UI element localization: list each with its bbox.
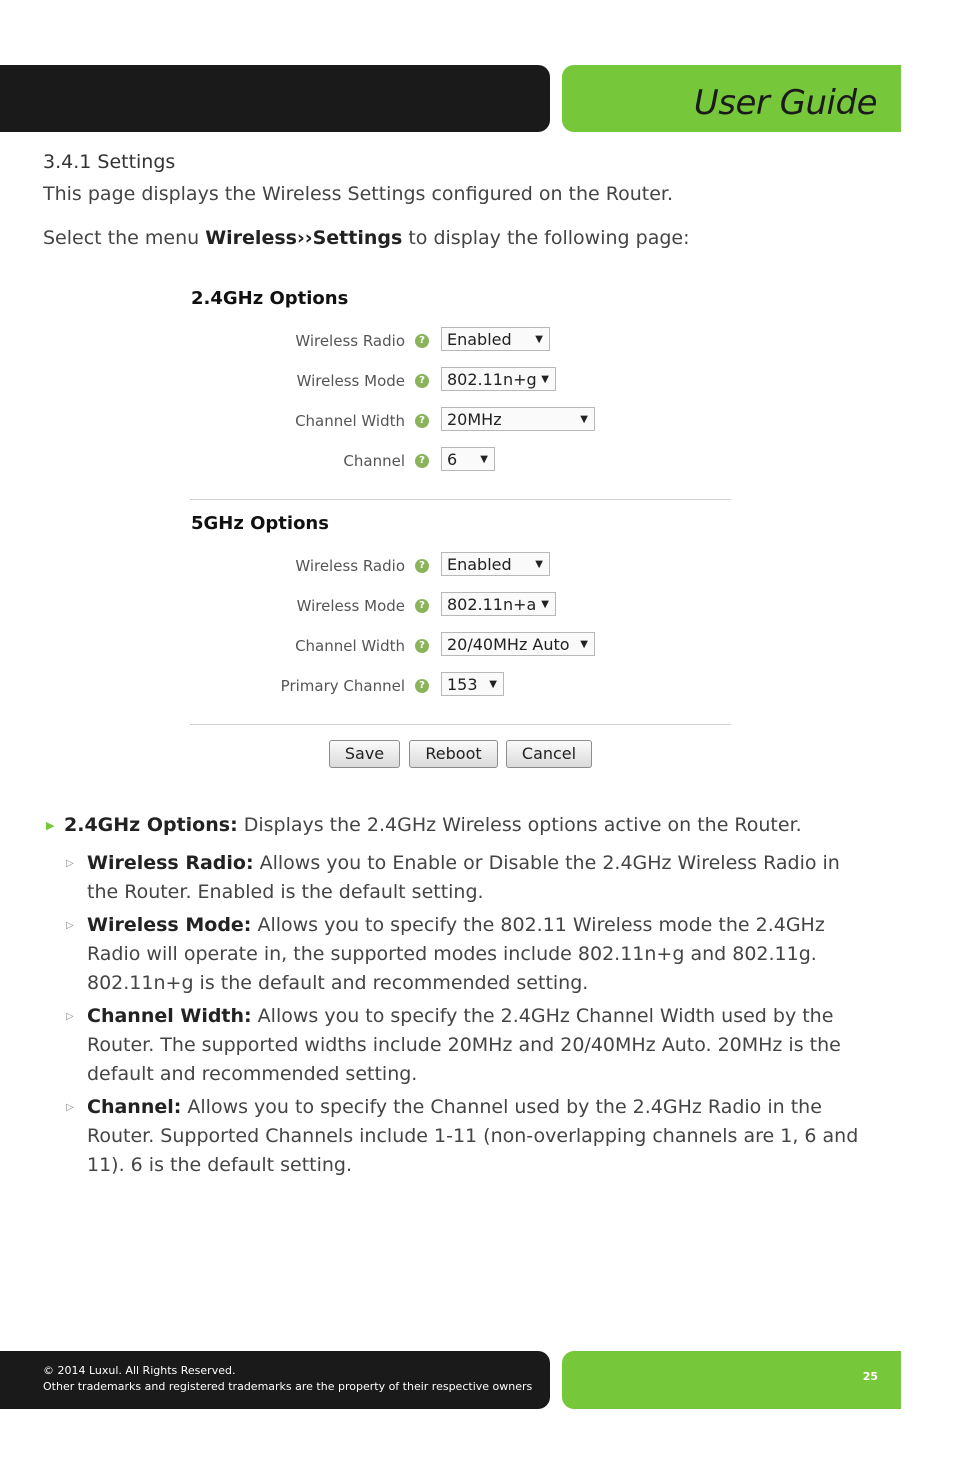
option-term: Channel Width: bbox=[87, 1005, 252, 1027]
option-item bbox=[87, 849, 877, 907]
help-icon[interactable]: ? bbox=[415, 679, 429, 693]
select-value: Enabled bbox=[447, 555, 512, 574]
option-term: Wireless Mode: bbox=[87, 914, 252, 936]
field-label: Channel bbox=[343, 452, 405, 470]
option-text: Allows you to Enable or Disable the 2.4GHz Wireless Radio in the Router. Enabled is the default setting. bbox=[87, 852, 840, 903]
option-text: Allows you to specify the 802.11 Wireless mode the 2.4GHz Radio will operate in, the supported modes include 802.11n+g and 802.11g. 802.11n+g is the default and recommended setting. bbox=[87, 914, 825, 994]
option-item bbox=[87, 1093, 877, 1180]
help-icon[interactable]: ? bbox=[415, 454, 429, 468]
option-term: 2.4GHz Options: bbox=[64, 814, 238, 836]
help-icon[interactable]: ? bbox=[415, 414, 429, 428]
group-title-5ghz: 5GHz Options bbox=[191, 513, 329, 534]
row-5-channel-width bbox=[190, 632, 731, 660]
field-label: Primary Channel bbox=[280, 677, 405, 695]
menu-suffix: to display the following page: bbox=[402, 227, 690, 249]
section-heading: 3.4.1 Settings bbox=[43, 151, 176, 173]
select-value: 20/40MHz Auto bbox=[447, 635, 570, 654]
cancel-button[interactable]: Cancel bbox=[506, 740, 592, 768]
help-icon[interactable]: ? bbox=[415, 334, 429, 348]
help-icon[interactable]: ? bbox=[415, 599, 429, 613]
sub-bullet-icon: ▷ bbox=[66, 858, 74, 869]
bullet-triangle-icon: ▶ bbox=[46, 819, 55, 832]
select-value: 6 bbox=[447, 450, 458, 469]
section-intro: This page displays the Wireless Settings configured on the Router. bbox=[43, 183, 674, 205]
settings-panel bbox=[190, 285, 731, 785]
select-24-wireless-radio[interactable] bbox=[441, 327, 550, 351]
divider bbox=[190, 724, 731, 725]
sub-bullet-icon: ▷ bbox=[66, 920, 74, 931]
divider bbox=[190, 499, 731, 500]
help-icon[interactable]: ? bbox=[415, 374, 429, 388]
menu-instruction bbox=[43, 227, 690, 249]
chevron-down-icon: ▼ bbox=[580, 414, 588, 425]
help-icon[interactable]: ? bbox=[415, 559, 429, 573]
row-5-wireless-mode bbox=[190, 592, 731, 620]
menu-path: Wireless››Settings bbox=[205, 227, 403, 249]
select-5-wireless-radio[interactable] bbox=[441, 552, 550, 576]
sub-bullet-icon: ▷ bbox=[66, 1102, 74, 1113]
option-term: Wireless Radio: bbox=[87, 852, 254, 874]
select-5-wireless-mode[interactable] bbox=[441, 592, 556, 616]
row-24-wireless-radio bbox=[190, 327, 731, 355]
option-text: Displays the 2.4GHz Wireless options active on the Router. bbox=[237, 814, 802, 836]
page-number: 25 bbox=[862, 1370, 878, 1383]
option-term: Channel: bbox=[87, 1096, 182, 1118]
select-value: Enabled bbox=[447, 330, 512, 349]
option-item bbox=[87, 1002, 877, 1089]
select-value: 20MHz bbox=[447, 410, 502, 429]
row-24-channel-width bbox=[190, 407, 731, 435]
help-icon[interactable]: ? bbox=[415, 639, 429, 653]
field-label: Wireless Radio bbox=[295, 557, 405, 575]
option-item bbox=[87, 911, 877, 998]
chevron-down-icon: ▼ bbox=[580, 639, 588, 650]
option-text: Allows you to specify the Channel used by the 2.4GHz Radio in the Router. Supported Channels include 1-11 (non-overlapping channels are 1, 6 and 11). 6 is the default setting. bbox=[87, 1096, 859, 1176]
chevron-down-icon: ▼ bbox=[535, 559, 543, 570]
footer-green-bar bbox=[562, 1351, 901, 1409]
doc-title: User Guide bbox=[693, 83, 877, 123]
chevron-down-icon: ▼ bbox=[541, 374, 549, 385]
chevron-down-icon: ▼ bbox=[541, 599, 549, 610]
chevron-down-icon: ▼ bbox=[489, 679, 497, 690]
select-24-wireless-mode[interactable] bbox=[441, 367, 556, 391]
sub-bullet-icon: ▷ bbox=[66, 1011, 74, 1022]
select-24-channel-width[interactable] bbox=[441, 407, 595, 431]
trademark-text: Other trademarks and registered trademarks are the property of their respective owners bbox=[43, 1380, 533, 1393]
menu-prefix: Select the menu bbox=[43, 227, 206, 249]
select-value: 802.11n+g bbox=[447, 370, 537, 389]
save-button[interactable]: Save bbox=[329, 740, 400, 768]
field-label: Channel Width bbox=[295, 412, 405, 430]
select-value: 153 bbox=[447, 675, 478, 694]
field-label: Wireless Radio bbox=[295, 332, 405, 350]
select-5-channel-width[interactable] bbox=[441, 632, 595, 656]
row-24-wireless-mode bbox=[190, 367, 731, 395]
field-label: Wireless Mode bbox=[296, 372, 405, 390]
copyright-text: © 2014 Luxul. All Rights Reserved. bbox=[43, 1364, 236, 1377]
group-title-24ghz: 2.4GHz Options bbox=[191, 288, 349, 309]
field-label: Wireless Mode bbox=[296, 597, 405, 615]
field-label: Channel Width bbox=[295, 637, 405, 655]
option-main bbox=[64, 814, 924, 836]
select-5-primary-channel[interactable] bbox=[441, 672, 504, 696]
row-5-primary-channel bbox=[190, 672, 731, 700]
header-dark-bar bbox=[0, 65, 550, 132]
row-5-wireless-radio bbox=[190, 552, 731, 580]
select-value: 802.11n+a bbox=[447, 595, 537, 614]
row-24-channel bbox=[190, 447, 731, 475]
header-green-bar bbox=[562, 65, 901, 132]
option-text: Allows you to specify the 2.4GHz Channel Width used by the Router. The supported widths include 20MHz and 20/40MHz Auto. 20MHz is the default and recommended setting. bbox=[87, 1005, 841, 1085]
chevron-down-icon: ▼ bbox=[480, 454, 488, 465]
reboot-button[interactable]: Reboot bbox=[409, 740, 498, 768]
select-24-channel[interactable] bbox=[441, 447, 495, 471]
chevron-down-icon: ▼ bbox=[535, 334, 543, 345]
footer-dark-bar bbox=[0, 1351, 550, 1409]
